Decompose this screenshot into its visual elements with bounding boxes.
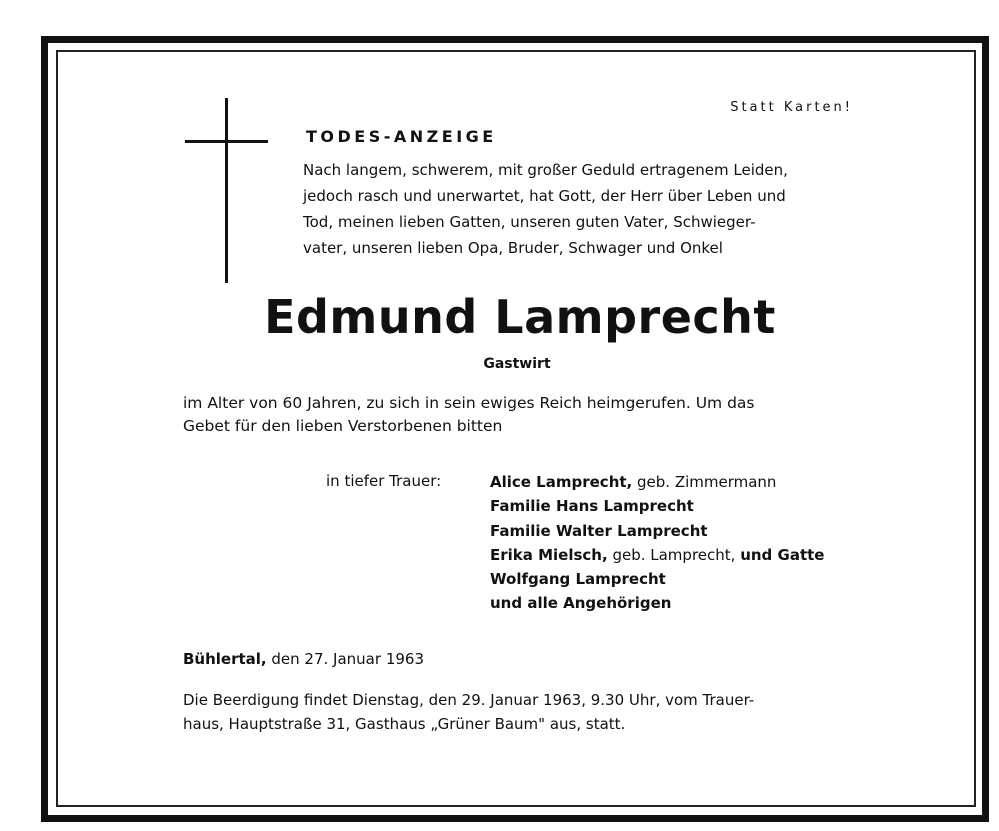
place-and-date [183,650,424,668]
mourner-entry [490,519,824,543]
mourner-detail: geb. Lamprecht, [607,545,741,564]
mourner-name: Familie Walter Lamprecht [490,521,708,540]
intro-line: Nach langem, schwerem, mit großer Geduld ertragenem Leiden, [303,161,788,179]
mourner-name: Alice Lamprecht, [490,473,633,491]
deceased-occupation: Gastwirt [483,356,551,372]
intro-line: Tod, meinen lieben Gatten, unseren guten Vater, Schwieger- [303,213,756,231]
mourner-entry [490,567,824,591]
notice-date: den 27. Januar 1963 [266,650,424,668]
mourner-name: Wolfgang Lamprecht [490,570,666,589]
deceased-name: Edmund Lamprecht [264,290,776,344]
mourner-entry [490,494,824,518]
mourner-name: und alle Angehörigen [490,594,672,613]
place-name: Bühlertal, [183,650,267,668]
body-line: Gebet für den lieben Verstorbenen bitten [183,417,503,435]
intro-text [303,157,788,261]
cross-icon-vertical [225,98,228,283]
mourner-suffix: und Gatte [740,545,825,564]
burial-line: Die Beerdigung findet Dienstag, den 29. Januar 1963, 9.30 Uhr, vom Trauer- [183,691,755,709]
mourner-name: Familie Hans Lamprecht [490,497,694,516]
intro-line: jedoch rasch und unerwartet, hat Gott, der Herr über Leben und [303,187,786,205]
intro-line: vater, unseren lieben Opa, Bruder, Schwager und Onkel [303,239,723,257]
statt-karten-note: Statt Karten! [730,100,853,115]
body-text [183,392,755,438]
mourner-name: Erika Mielsch, [490,545,608,564]
mourner-entry [490,591,824,615]
mourner-entry [490,470,824,494]
mourner-detail: geb. Zimmermann [632,473,777,491]
notice-heading: TODES-ANZEIGE [306,127,497,146]
cross-icon-horizontal [185,140,268,143]
burial-line: haus, Hauptstraße 31, Gasthaus „Grüner Baum" aus, statt. [183,715,626,733]
mourning-label: in tiefer Trauer: [326,472,442,490]
mourners-list [490,470,824,616]
body-line: im Alter von 60 Jahren, zu sich in sein ewiges Reich heimgerufen. Um das [183,394,755,412]
burial-info [183,688,754,736]
mourner-entry [490,543,824,567]
